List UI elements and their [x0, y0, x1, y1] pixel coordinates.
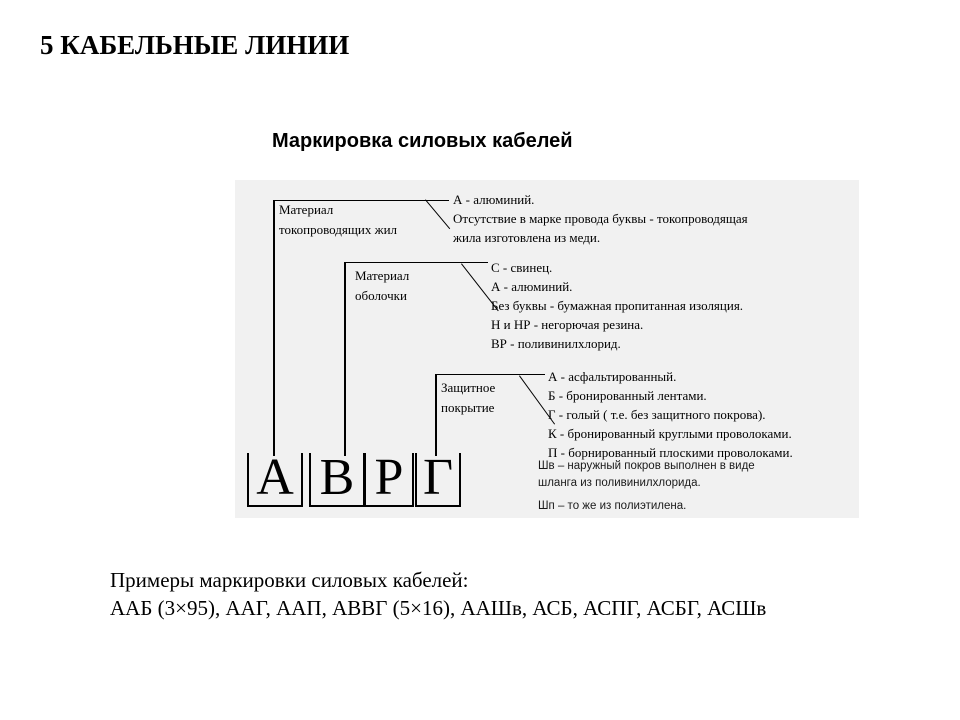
examples-heading: Примеры маркировки силовых кабелей: [110, 568, 469, 592]
note-polyethylene: Шп – то же из полиэтилена. [538, 500, 687, 512]
connector-line-conductor-tick [427, 200, 449, 201]
diagram-title: Маркировка силовых кабелей [272, 130, 573, 152]
marking-letter-r: Р [374, 449, 404, 506]
label-sheath-material: Материал оболочки [355, 268, 410, 303]
connector-line-protective [435, 374, 437, 456]
pointer-line-conductor [425, 199, 450, 229]
descriptions-sheath: С - свинец. А - алюминий. Без буквы - бумажная пропитанная изоляция. Н и НР - негорючая резина. ВР - поливинилхлорид. [491, 260, 744, 351]
label-conductor-material: Материал токопроводящих жил [279, 202, 398, 237]
examples-list: ААБ (3×95), ААГ, ААП, АВВГ (5×16), ААШв, АСБ, АСПГ, АСБГ, АСШв [110, 596, 767, 620]
cable-marking-diagram [235, 180, 859, 518]
marking-letter-a: А [256, 449, 294, 506]
descriptions-protective: А - асфальтированный. Б - бронированный лентами. Г - голый ( т.е. без защитного покрова). К - бронированный круглыми проволоками. П - борнированный плоскими проволоками. [548, 369, 793, 460]
note-hose-cover: Шв – наружный покров выполнен в виде шланга из поливинилхлорида. [538, 460, 755, 489]
marking-letter-v: В [319, 449, 355, 506]
label-protective-cover: Защитное покрытие [441, 380, 496, 415]
connector-line-protective-top [435, 374, 545, 375]
slide-title: 5 КАБЕЛЬНЫЕ ЛИНИИ [40, 30, 350, 60]
marking-letter-g: Г [422, 449, 454, 506]
connector-line-conductor [273, 200, 275, 456]
connector-line-sheath [344, 262, 346, 456]
descriptions-conductor: А - алюминий. Отсутствие в марке провода буквы - токопроводящая жила изготовлена из меди. [453, 192, 748, 245]
connector-line-sheath-top [344, 262, 488, 263]
marking-examples [110, 566, 766, 622]
